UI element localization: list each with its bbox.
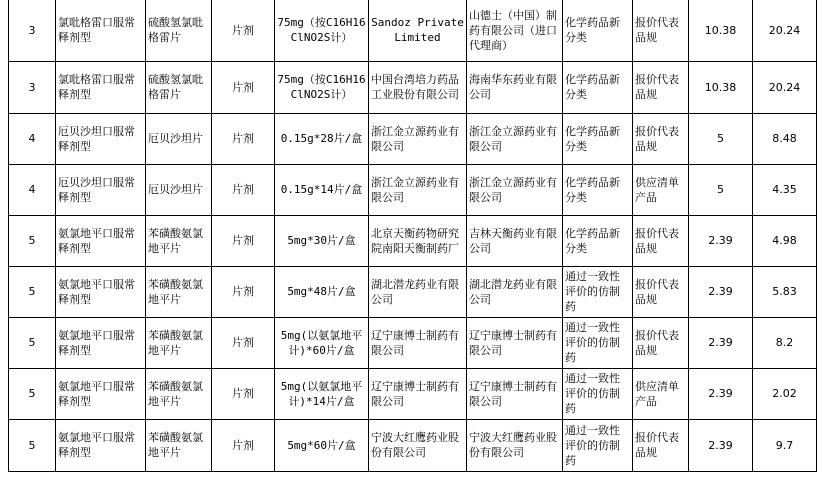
manufacturer-cell: 海南华东药业有限公司 <box>467 61 563 113</box>
product-name-cell: 苯磺酸氨氯地平片 <box>146 368 212 419</box>
manufacturer-cell: 吉林天衡药业有限公司 <box>467 215 563 266</box>
spec-cell: 5mg(以氨氯地平计)*60片/盒 <box>275 317 369 368</box>
price-low-cell: 2.39 <box>689 419 753 471</box>
seq-cell: 5 <box>9 215 56 266</box>
price-high-cell: 4.98 <box>753 215 817 266</box>
manufacturer-cell: 浙江金立源药业有限公司 <box>467 113 563 164</box>
product-name-cell: 苯磺酸氨氯地平片 <box>146 266 212 317</box>
product-name-cell: 苯磺酸氨氯地平片 <box>146 317 212 368</box>
dosage-form-cell: 片剂 <box>212 113 275 164</box>
common-name-cell: 氯吡格雷口服常释剂型 <box>56 0 146 61</box>
manufacturer-cell: 宁波大红鹰药业股份有限公司 <box>467 419 563 471</box>
common-name-cell: 氨氯地平口服常释剂型 <box>56 368 146 419</box>
category-cell: 通过一致性评价的仿制药 <box>563 317 633 368</box>
spec-cell: 5mg*30片/盒 <box>275 215 369 266</box>
dosage-form-cell: 片剂 <box>212 61 275 113</box>
table-row <box>9 0 817 61</box>
manufacturer-cell: 浙江金立源药业有限公司 <box>467 164 563 215</box>
seq-cell: 4 <box>9 164 56 215</box>
product-name-cell: 硫酸氢氯吡格雷片 <box>146 61 212 113</box>
applicant-cell: 浙江金立源药业有限公司 <box>369 164 467 215</box>
applicant-cell: Sandoz Private Limited <box>369 0 467 61</box>
price-low-cell: 5 <box>689 164 753 215</box>
reason-cell: 供应清单产品 <box>633 368 689 419</box>
category-cell: 通过一致性评价的仿制药 <box>563 419 633 471</box>
reason-cell: 报价代表品规 <box>633 215 689 266</box>
product-name-cell: 硫酸氢氯吡格雷片 <box>146 0 212 61</box>
price-high-cell: 5.83 <box>753 266 817 317</box>
product-name-cell: 苯磺酸氨氯地平片 <box>146 215 212 266</box>
price-low-cell: 10.38 <box>689 61 753 113</box>
table-row <box>9 317 817 368</box>
applicant-cell: 中国台湾培力药品工业股份有限公司 <box>369 61 467 113</box>
table-row <box>9 215 817 266</box>
applicant-cell: 北京天衡药物研究院南阳天衡制药厂 <box>369 215 467 266</box>
dosage-form-cell: 片剂 <box>212 266 275 317</box>
spec-text: 75mg（按C16H16ClNO2S计） <box>277 16 366 45</box>
dosage-form-cell: 片剂 <box>212 419 275 471</box>
spec-text: 75mg（按C16H16ClNO2S计） <box>277 73 366 101</box>
category-cell: 化学药品新分类 <box>563 61 633 113</box>
price-high-cell: 20.24 <box>753 61 817 113</box>
spec-cell: 5mg*48片/盒 <box>275 266 369 317</box>
product-name-cell: 厄贝沙坦片 <box>146 164 212 215</box>
common-name-cell: 厄贝沙坦口服常释剂型 <box>56 164 146 215</box>
common-name-cell: 厄贝沙坦口服常释剂型 <box>56 113 146 164</box>
manufacturer-cell: 辽宁康博士制药有限公司 <box>467 317 563 368</box>
dosage-form-cell: 片剂 <box>212 0 275 61</box>
category-cell: 化学药品新分类 <box>563 164 633 215</box>
category-cell: 化学药品新分类 <box>563 0 633 61</box>
price-low-cell: 2.39 <box>689 368 753 419</box>
manufacturer-cell: 辽宁康博士制药有限公司 <box>467 368 563 419</box>
table-row <box>9 368 817 419</box>
spec-cell: 0.15g*28片/盒 <box>275 113 369 164</box>
price-high-cell: 9.7 <box>753 419 817 471</box>
spec-cell: 5mg*60片/盒 <box>275 419 369 471</box>
manufacturer-cell: 湖北潜龙药业有限公司 <box>467 266 563 317</box>
dosage-form-cell: 片剂 <box>212 368 275 419</box>
price-high-cell: 4.35 <box>753 164 817 215</box>
dosage-form-cell: 片剂 <box>212 215 275 266</box>
product-name-cell: 厄贝沙坦片 <box>146 113 212 164</box>
price-high-cell: 20.24 <box>753 0 817 61</box>
dosage-form-cell: 片剂 <box>212 164 275 215</box>
reason-cell: 报价代表品规 <box>633 266 689 317</box>
reason-cell: 报价代表品规 <box>633 61 689 113</box>
product-name-cell: 苯磺酸氨氯地平片 <box>146 419 212 471</box>
reason-cell: 报价代表品规 <box>633 317 689 368</box>
spec-cell: 0.15g*14片/盒 <box>275 164 369 215</box>
applicant-cell: 湖北潜龙药业有限公司 <box>369 266 467 317</box>
price-low-cell: 2.39 <box>689 215 753 266</box>
seq-cell: 5 <box>9 419 56 471</box>
price-low-cell: 2.39 <box>689 317 753 368</box>
category-cell: 化学药品新分类 <box>563 215 633 266</box>
reason-cell: 报价代表品规 <box>633 113 689 164</box>
table-row <box>9 61 817 113</box>
price-low-cell: 10.38 <box>689 0 753 61</box>
seq-cell: 5 <box>9 368 56 419</box>
table-row <box>9 266 817 317</box>
common-name-cell: 氨氯地平口服常释剂型 <box>56 317 146 368</box>
common-name-cell: 氨氯地平口服常释剂型 <box>56 266 146 317</box>
category-cell: 通过一致性评价的仿制药 <box>563 368 633 419</box>
applicant-cell: 辽宁康博士制药有限公司 <box>369 368 467 419</box>
price-low-cell: 5 <box>689 113 753 164</box>
seq-cell: 4 <box>9 113 56 164</box>
seq-cell: 3 <box>9 61 56 113</box>
seq-cell: 3 <box>9 0 56 61</box>
seq-cell: 5 <box>9 317 56 368</box>
price-high-cell: 8.2 <box>753 317 817 368</box>
drug-price-table <box>8 0 817 472</box>
category-cell: 化学药品新分类 <box>563 113 633 164</box>
spec-cell <box>275 0 369 61</box>
reason-cell: 报价代表品规 <box>633 0 689 61</box>
applicant-cell: 辽宁康博士制药有限公司 <box>369 317 467 368</box>
table-row <box>9 164 817 215</box>
applicant-cell: 宁波大红鹰药业股份有限公司 <box>369 419 467 471</box>
applicant-cell: 浙江金立源药业有限公司 <box>369 113 467 164</box>
price-low-cell: 2.39 <box>689 266 753 317</box>
spec-cell: 5mg(以氨氯地平计)*14片/盒 <box>275 368 369 419</box>
common-name-cell: 氨氯地平口服常释剂型 <box>56 215 146 266</box>
common-name-cell: 氯吡格雷口服常释剂型 <box>56 61 146 113</box>
common-name-cell: 氨氯地平口服常释剂型 <box>56 419 146 471</box>
category-cell: 通过一致性评价的仿制药 <box>563 266 633 317</box>
seq-cell: 5 <box>9 266 56 317</box>
manufacturer-cell: 山德士（中国）制药有限公司（进口代理商） <box>467 0 563 61</box>
price-high-cell: 8.48 <box>753 113 817 164</box>
reason-cell: 供应清单产品 <box>633 164 689 215</box>
spec-cell <box>275 61 369 113</box>
dosage-form-cell: 片剂 <box>212 317 275 368</box>
reason-cell: 报价代表品规 <box>633 419 689 471</box>
table-row <box>9 419 817 471</box>
table-row <box>9 113 817 164</box>
price-high-cell: 2.02 <box>753 368 817 419</box>
